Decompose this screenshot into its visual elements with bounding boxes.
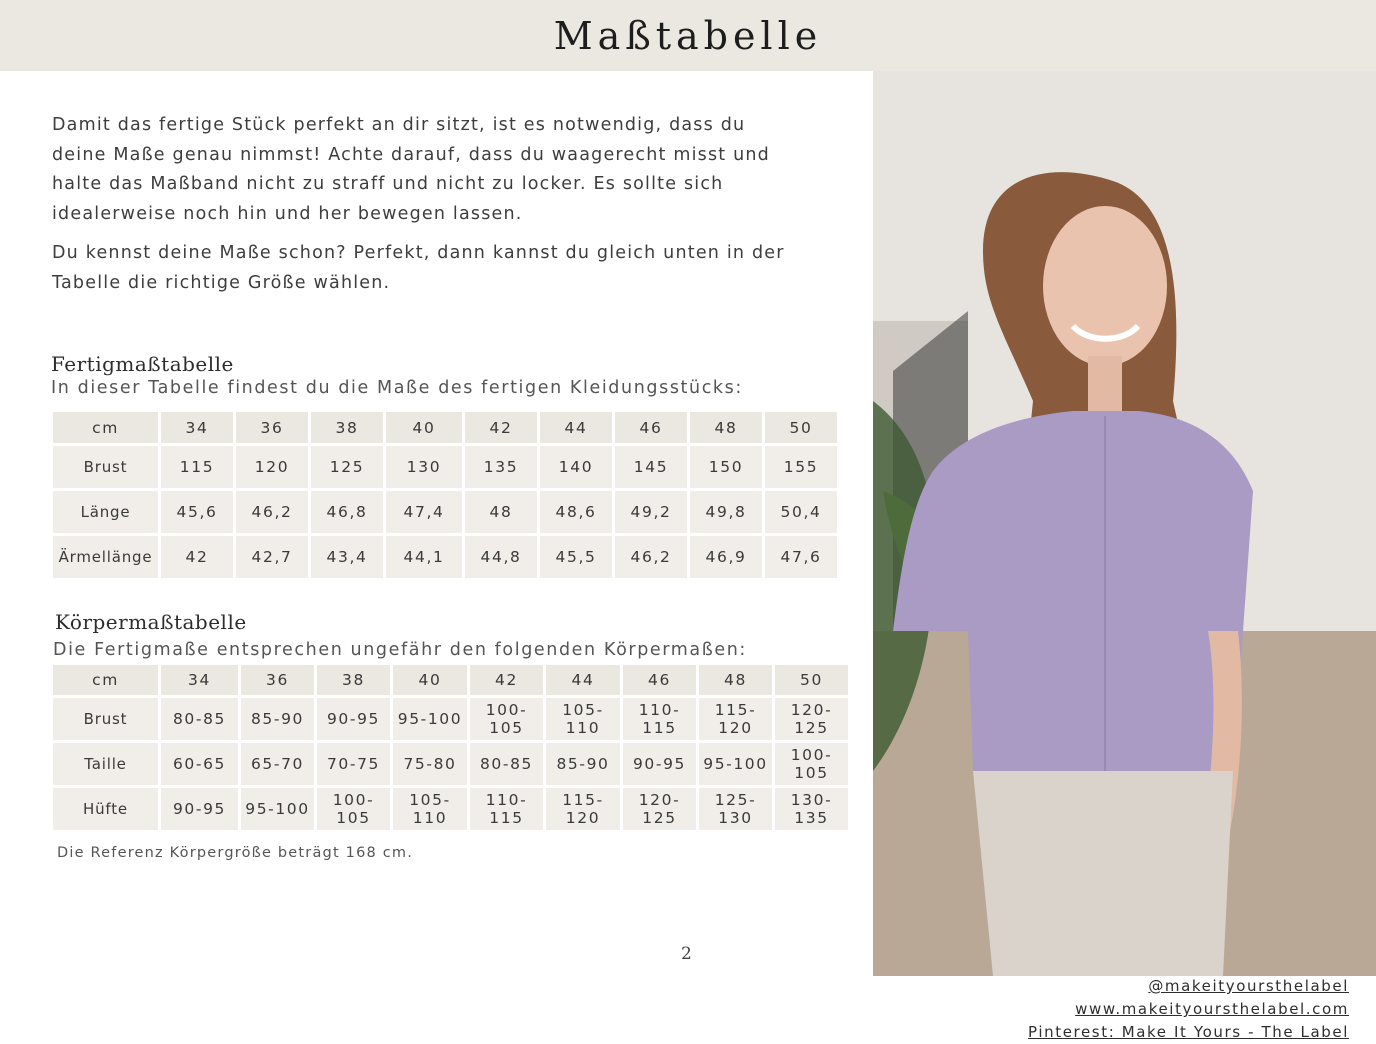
- table-cell: 100-105: [470, 698, 543, 740]
- finished-header-size: 40: [386, 412, 462, 443]
- table-cell: 70-75: [317, 743, 390, 785]
- body-table-title: Körpermaßtabelle: [55, 610, 247, 634]
- finished-header-size: 48: [690, 412, 762, 443]
- table-cell: 125: [311, 446, 383, 488]
- body-header-size: 36: [241, 665, 314, 695]
- table-cell: 90-95: [317, 698, 390, 740]
- row-label: Ärmellänge: [53, 536, 158, 578]
- finished-row-brust: [53, 446, 837, 488]
- page-number: 2: [681, 944, 692, 964]
- row-label: Brust: [53, 698, 158, 740]
- table-cell: 75-80: [393, 743, 467, 785]
- table-cell: 85-90: [546, 743, 620, 785]
- table-cell: 90-95: [623, 743, 696, 785]
- table-cell: 135: [465, 446, 537, 488]
- website-link[interactable]: www.makeityoursthelabel.com: [1075, 1000, 1349, 1018]
- table-cell: 110-115: [623, 698, 696, 740]
- table-cell: 105-110: [393, 788, 467, 830]
- table-cell: 145: [615, 446, 687, 488]
- brand-credits: [1028, 975, 1349, 1044]
- body-header-size: 34: [161, 665, 238, 695]
- body-header-size: 48: [699, 665, 772, 695]
- table-cell: 120: [236, 446, 308, 488]
- finished-header-size: 44: [540, 412, 612, 443]
- table-cell: 60-65: [161, 743, 238, 785]
- table-cell: 140: [540, 446, 612, 488]
- table-cell: 150: [690, 446, 762, 488]
- table-cell: 46,2: [615, 536, 687, 578]
- table-cell: 46,9: [690, 536, 762, 578]
- finished-size-table: [50, 409, 840, 581]
- table-cell: 120-125: [775, 698, 848, 740]
- table-cell: 44,1: [386, 536, 462, 578]
- table-cell: 49,8: [690, 491, 762, 533]
- row-label: Taille: [53, 743, 158, 785]
- table-cell: 48,6: [540, 491, 612, 533]
- model-illustration: [873, 71, 1376, 976]
- body-header-size: 50: [775, 665, 848, 695]
- finished-header-size: 42: [465, 412, 537, 443]
- table-cell: 90-95: [161, 788, 238, 830]
- finished-table-subtitle: In dieser Tabelle findest du die Maße des fertigen Kleidungsstücks:: [51, 378, 743, 398]
- table-cell: 95-100: [393, 698, 467, 740]
- table-cell: 47,4: [386, 491, 462, 533]
- table-cell: 100-105: [775, 743, 848, 785]
- table-cell: 155: [765, 446, 837, 488]
- table-cell: 130: [386, 446, 462, 488]
- intro-text: [52, 111, 792, 309]
- finished-header-unit: cm: [53, 412, 158, 443]
- table-cell: 85-90: [241, 698, 314, 740]
- intro-paragraph-1: Damit das fertige Stück perfekt an dir sitzt, ist es notwendig, dass du deine Maße genau nimmst! Achte darauf, dass du waagerecht misst und halte das Maßband nicht zu straff und nicht zu locker. Es sollte sich idealerweise noch hin und her bewegen lassen.: [52, 115, 770, 224]
- table-cell: 115-120: [699, 698, 772, 740]
- body-row-taille: [53, 743, 848, 785]
- table-cell: 46,8: [311, 491, 383, 533]
- body-header-size: 44: [546, 665, 620, 695]
- body-row-huefte: [53, 788, 848, 830]
- table-cell: 80-85: [161, 698, 238, 740]
- body-header-size: 40: [393, 665, 467, 695]
- table-cell: 42: [161, 536, 233, 578]
- body-size-table: [50, 662, 851, 833]
- body-header-size: 42: [470, 665, 543, 695]
- table-cell: 110-115: [470, 788, 543, 830]
- model-photo: [873, 71, 1376, 1041]
- table-cell: 50,4: [765, 491, 837, 533]
- reference-height-note: Die Referenz Körpergröße beträgt 168 cm.: [57, 845, 414, 861]
- table-cell: 42,7: [236, 536, 308, 578]
- table-cell: 115: [161, 446, 233, 488]
- finished-row-laenge: [53, 491, 837, 533]
- table-cell: 46,2: [236, 491, 308, 533]
- body-header-row: [53, 665, 848, 695]
- table-cell: 120-125: [623, 788, 696, 830]
- pinterest-link[interactable]: Pinterest: Make It Yours - The Label: [1028, 1023, 1349, 1041]
- table-cell: 45,5: [540, 536, 612, 578]
- row-label: Länge: [53, 491, 158, 533]
- table-cell: 45,6: [161, 491, 233, 533]
- instagram-handle-link[interactable]: @makeityoursthelabel: [1148, 977, 1349, 995]
- row-label: Brust: [53, 446, 158, 488]
- intro-paragraph-2: Du kennst deine Maße schon? Perfekt, dann kannst du gleich unten in der Tabelle die richtige Größe wählen.: [52, 243, 785, 293]
- table-cell: 105-110: [546, 698, 620, 740]
- table-cell: 49,2: [615, 491, 687, 533]
- table-cell: 125-130: [699, 788, 772, 830]
- finished-header-size: 34: [161, 412, 233, 443]
- finished-header-size: 36: [236, 412, 308, 443]
- table-cell: 80-85: [470, 743, 543, 785]
- table-cell: 130-135: [775, 788, 848, 830]
- body-header-unit: cm: [53, 665, 158, 695]
- row-label: Hüfte: [53, 788, 158, 830]
- finished-row-aermellaenge: [53, 536, 837, 578]
- table-cell: 100-105: [317, 788, 390, 830]
- table-cell: 115-120: [546, 788, 620, 830]
- table-cell: 43,4: [311, 536, 383, 578]
- body-header-size: 46: [623, 665, 696, 695]
- table-cell: 95-100: [699, 743, 772, 785]
- body-row-brust: [53, 698, 848, 740]
- table-cell: 48: [465, 491, 537, 533]
- finished-header-size: 38: [311, 412, 383, 443]
- finished-header-size: 50: [765, 412, 837, 443]
- table-cell: 47,6: [765, 536, 837, 578]
- finished-header-row: [53, 412, 837, 443]
- table-cell: 65-70: [241, 743, 314, 785]
- body-table-subtitle: Die Fertigmaße entsprechen ungefähr den folgenden Körpermaßen:: [53, 640, 747, 660]
- table-cell: 44,8: [465, 536, 537, 578]
- table-cell: 95-100: [241, 788, 314, 830]
- page-title: Maßtabelle: [553, 13, 823, 58]
- body-header-size: 38: [317, 665, 390, 695]
- header-bar: [0, 0, 1376, 71]
- finished-table-title: Fertigmaßtabelle: [51, 352, 234, 376]
- finished-header-size: 46: [615, 412, 687, 443]
